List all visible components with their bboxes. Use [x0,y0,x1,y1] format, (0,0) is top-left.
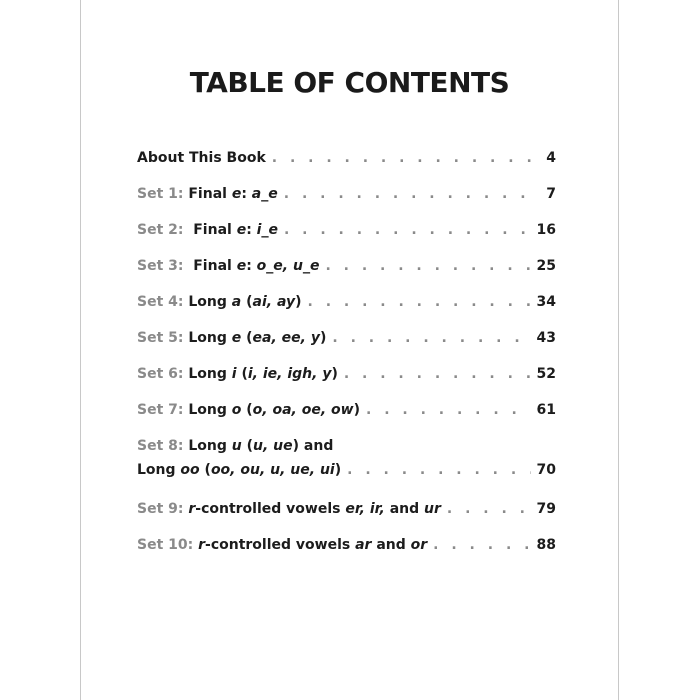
toc-entry-label: Set 9: r-controlled vowels er, ir, and ur [137,501,441,517]
toc-entry-set-4 [137,289,556,315]
toc-entry-label: Set 7: Long o (o, oa, oe, ow) [137,402,361,418]
toc-entry-set-2 [137,217,556,243]
leader-dots [325,253,530,279]
set-number: Set 3: [137,258,184,274]
leader-dots [308,289,531,315]
set-number: Set 6: [137,366,184,382]
toc-entry-set-8-line-1: Set 8: Long u (u, ue) and [137,438,334,454]
toc-page-number: 52 [536,366,556,382]
set-number: Set 8: [137,438,184,454]
set-number: Set 7: [137,402,184,418]
leader-dots [433,532,530,558]
toc-entry-label: About This Book [137,150,266,166]
toc-entry-set-8 [137,457,556,483]
toc-page-number: 16 [536,222,556,238]
leader-dots [344,361,531,387]
toc-page-number: 70 [536,462,556,478]
toc-entry-about [137,145,556,171]
set-number: Set 5: [137,330,184,346]
leader-dots [284,217,531,243]
toc-entry-label: Long oo (oo, ou, u, ue, ui) [137,462,342,478]
toc-page-number: 43 [536,330,556,346]
toc-entry-label: Set 1: Final e: a_e [137,186,278,202]
toc-entry-set-9 [137,496,556,522]
toc-entry-label: Set 5: Long e (ea, ee, y) [137,330,327,346]
toc-entry-label: Set 4: Long a (ai, ay) [137,294,302,310]
set-number: Set 4: [137,294,184,310]
toc-page-number: 61 [536,402,556,418]
toc-entry-set-5 [137,325,556,351]
toc-page-number: 79 [536,501,556,517]
leader-dots [366,397,531,423]
toc-page-number: 25 [536,258,556,274]
toc-page-number: 4 [546,150,556,166]
set-number: Set 1: [137,186,184,202]
toc-entry-label: Set 3: Final e: o_e, u_e [137,258,320,274]
page-title: TABLE OF CONTENTS [189,66,510,99]
leader-dots [284,181,532,207]
leader-dots [332,325,530,351]
toc-page-number: 7 [546,186,556,202]
set-number: Set 9: [137,501,184,517]
toc-entry-label: Set 2: Final e: i_e [137,222,278,238]
toc-entry-set-7 [137,397,556,423]
leader-dots [447,496,531,522]
book-page [80,0,619,700]
leader-dots [272,145,532,171]
toc-entry-set-6 [137,361,556,387]
toc-page-number: 34 [536,294,556,310]
set-number: Set 2: [137,222,184,238]
toc-entry-label: Set 6: Long i (i, ie, igh, y) [137,366,338,382]
toc-page-number: 88 [536,537,556,553]
leader-dots [347,457,530,483]
set-number: Set 10: [137,537,194,553]
toc-entry-set-10 [137,532,556,558]
toc-entry-set-3 [137,253,556,279]
toc-entry-set-1 [137,181,556,207]
toc-entry-label: Set 10: r-controlled vowels ar and or [137,537,428,553]
